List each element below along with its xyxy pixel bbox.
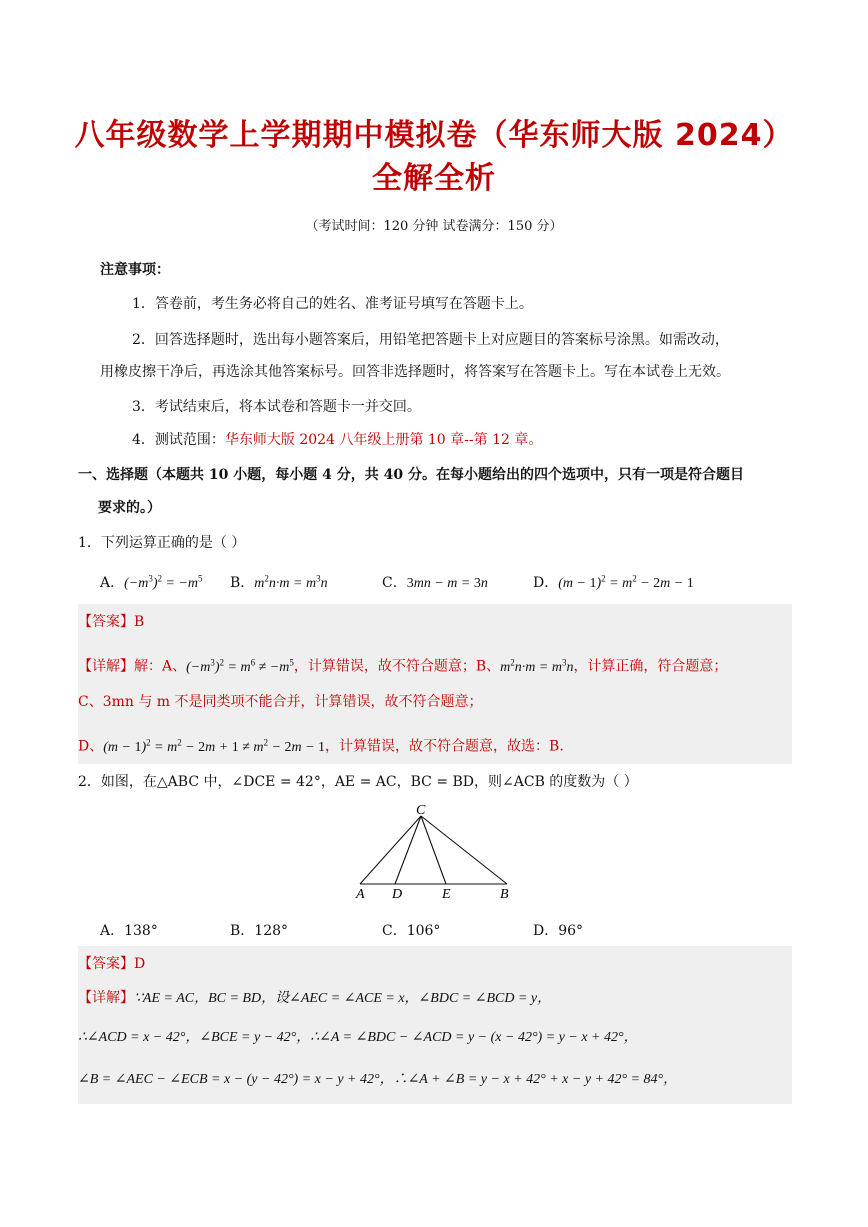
label-e: E [442,887,451,902]
note-2a: 2．回答选择题时，选出每小题答案后，用铅笔把答题卡上对应题目的答案标号涂黑。如需改动， [132,332,729,348]
q2-stem: 2．如图，在△ABC 中，∠DCE = 42°，AE = AC，BC = BD，则∠ACB 的度数为（ ） [78,774,638,790]
note-2b: 用橡皮擦干净后，再选涂其他答案标号。回答非选择题时，将答案写在答题卡上。写在本试卷上无效。 [100,364,730,380]
q1-detail-label: 【详解】 [78,658,134,675]
q1-option-c: C．3mn − m = 3n [382,575,488,591]
q1-detail-line2: C、3mn 与 m 不是同类项不能合并，计算错误，故不符合题意； [78,694,483,710]
exam-info: （考试时间：120 分钟 试卷满分：150 分） [305,219,563,234]
q1-answer: 【答案】B [78,614,145,630]
section-1-header-cont: 要求的。） [98,500,161,516]
q2-option-c: C．106° [382,923,441,939]
q1-option-b: B．$m^2n\cdot m = m^3n$ [230,573,328,591]
q2-detail-label: 【详解】 [78,990,134,1006]
note-4-prefix: 4．测试范围： [132,432,225,448]
label-a: A [356,887,365,902]
q1-detail-3a: D、 [78,738,104,755]
q2-option-b: B．128° [230,923,289,939]
q1-stem: 1．下列运算正确的是（ ） [78,535,246,551]
page-title-line2: 全解全析 [372,161,496,196]
triangle-figure [350,802,520,902]
q1-detail-line1: 【详解】解：A、$(-m^3)^2 = m^6 \ne -m^5$，计算错误，故不符合题意；B、$m^2n\cdot m = m^3n$，计算正确，符合题意； [78,657,728,675]
label-c: C [416,803,426,818]
q1-detail-1b: ，计算错误，故不符合题意；B、 [293,658,501,675]
q1-option-a: A．$(-m^3)^2 = -m^5$ [100,573,203,591]
q1-detail-1c: ，计算正确，符合题意； [573,658,728,675]
q1-detail-1a: 解：A、 [134,658,187,675]
section-1-header: 一、选择题（本题共 10 小题，每小题 4 分，共 40 分。在每小题给出的四个选项中，只有一项是符合题目 [78,467,744,483]
q2-option-d: D．96° [533,923,584,939]
q2-detail-line1 [78,988,551,1009]
note-3: 3．考试结束后，将本试卷和答题卡一并交回。 [132,399,421,415]
note-1: 1．答卷前，考生务必将自己的姓名、准考证号填写在答题卡上。 [132,296,533,312]
note-4 [132,430,542,450]
label-d: D [392,887,403,902]
q2-detail-1: ∵AE = AC，BC = BD，设∠AEC = ∠ACE = x，∠BDC = ∠BCD = y， [134,991,552,1006]
q2-answer: 【答案】D [78,956,146,972]
q2-detail-line2: ∴∠ACD = x − 42°，∠BCE = y − 42°，∴∠A = ∠BDC − ∠ACD = y − (x − 42°) = y − x + 42°， [78,1030,638,1045]
q2-detail-line3: ∠B = ∠AEC − ∠ECB = x − (y − 42°) = x − y + 42°，∴∠A + ∠B = y − x + 42° + x − y + 42° = 84°， [78,1072,678,1087]
q1-detail-3b: ，计算错误，故不符合题意，故选：B. [325,738,564,755]
note-4-range: 华东师大版 2024 八年级上册第 10 章--第 12 章。 [224,432,543,448]
q2-option-a: A．138° [100,923,158,939]
notes-heading: 注意事项： [100,262,170,278]
label-b: B [500,887,509,902]
page-title-line1: 八年级数学上学期期中模拟卷（华东师大版 2024） [74,118,794,153]
q1-detail-line3: D、$(m - 1)^2 = m^2 - 2m + 1 \ne m^2 - 2m - 1$，计算错误，故不符合题意，故选：B. [78,737,564,755]
q1-option-d: D．$(m - 1)^2 = m^2 - 2m - 1$ [533,573,694,591]
